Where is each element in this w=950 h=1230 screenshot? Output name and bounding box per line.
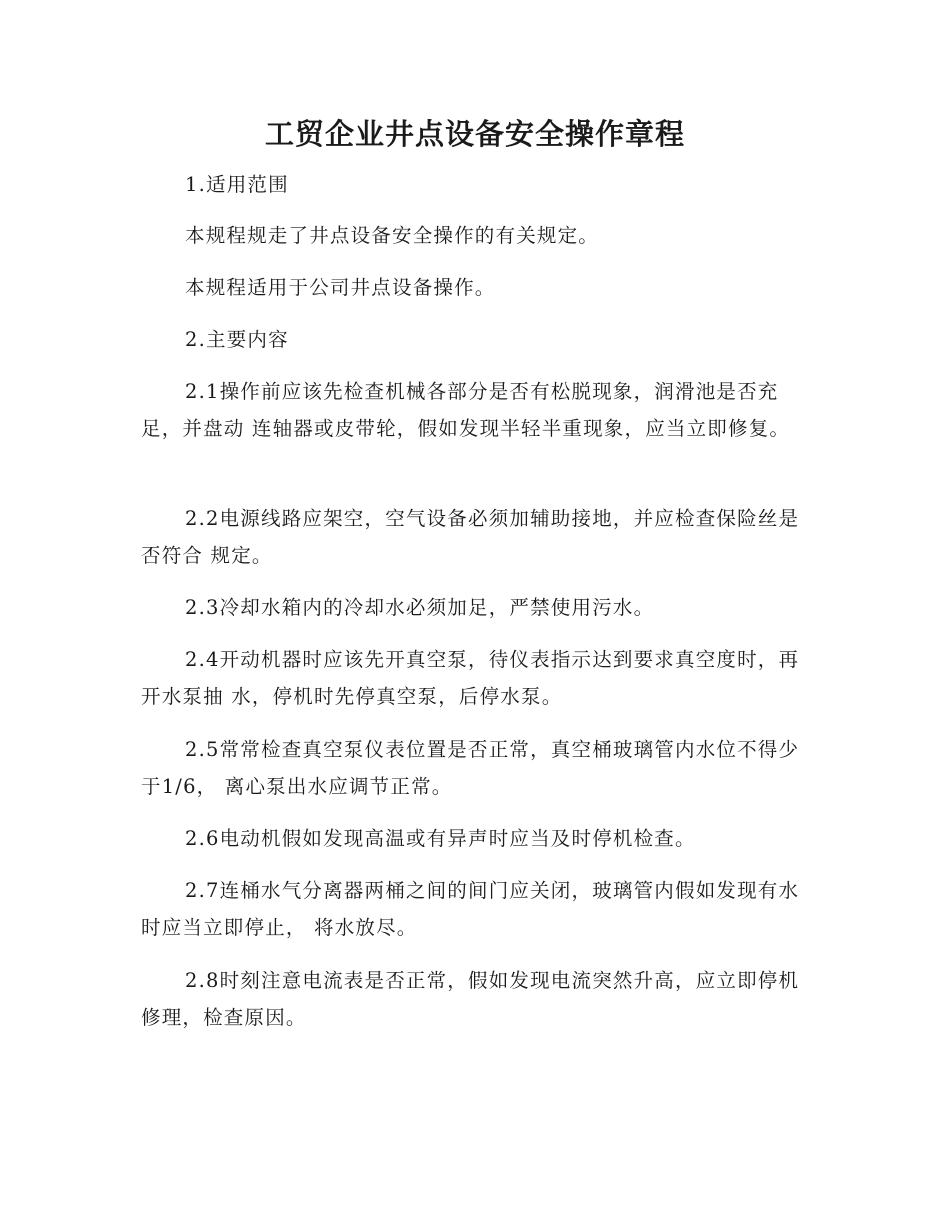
paragraph-scope-applicability: 本规程适用于公司井点设备操作。: [185, 276, 496, 299]
section-heading-scope: 1.适用范围: [185, 173, 289, 196]
document-title: 工贸企业井点设备安全操作章程: [264, 117, 685, 151]
clause-2-6: 2.6电动机假如发现高温或有异声时应当及时停机检查。: [185, 827, 696, 850]
clause-2-7: 2.7连桶水气分离器两桶之间的间门应关闭，玻璃管内假如发现有水时应当立即停止， 将水放尽。: [141, 879, 800, 939]
section-heading-main-content: 2.主要内容: [185, 328, 289, 351]
clause-2-4: 2.4开动机器时应该先开真空泵，待仪表指示达到要求真空度时，再开水泵抽 水，停机时先停真空泵，后停水泵。: [141, 648, 800, 708]
clause-2-3: 2.3冷却水箱内的冷却水必须加足，严禁使用污水。: [185, 596, 655, 619]
clause-2-8: 2.8时刻注意电流表是否正常，假如发现电流突然升高，应立即停机修理，检查原因。: [141, 969, 800, 1029]
clause-2-1: 2.1操作前应该先检查机械各部分是否有松脱现象，润滑池是否充足，并盘动 连轴器或皮带轮，假如发现半轻半重现象，应当立即修复。: [141, 380, 791, 440]
clause-2-2: 2.2电源线路应架空，空气设备必须加辅助接地，并应检查保险丝是否符合 规定。: [141, 507, 800, 567]
clause-2-5: 2.5常常检查真空泵仪表位置是否正常，真空桶玻璃管内水位不得少于1/6， 离心泵出水应调节正常。: [141, 738, 800, 798]
paragraph-scope-definition: 本规程规走了井点设备安全操作的有关规定。: [185, 224, 600, 247]
